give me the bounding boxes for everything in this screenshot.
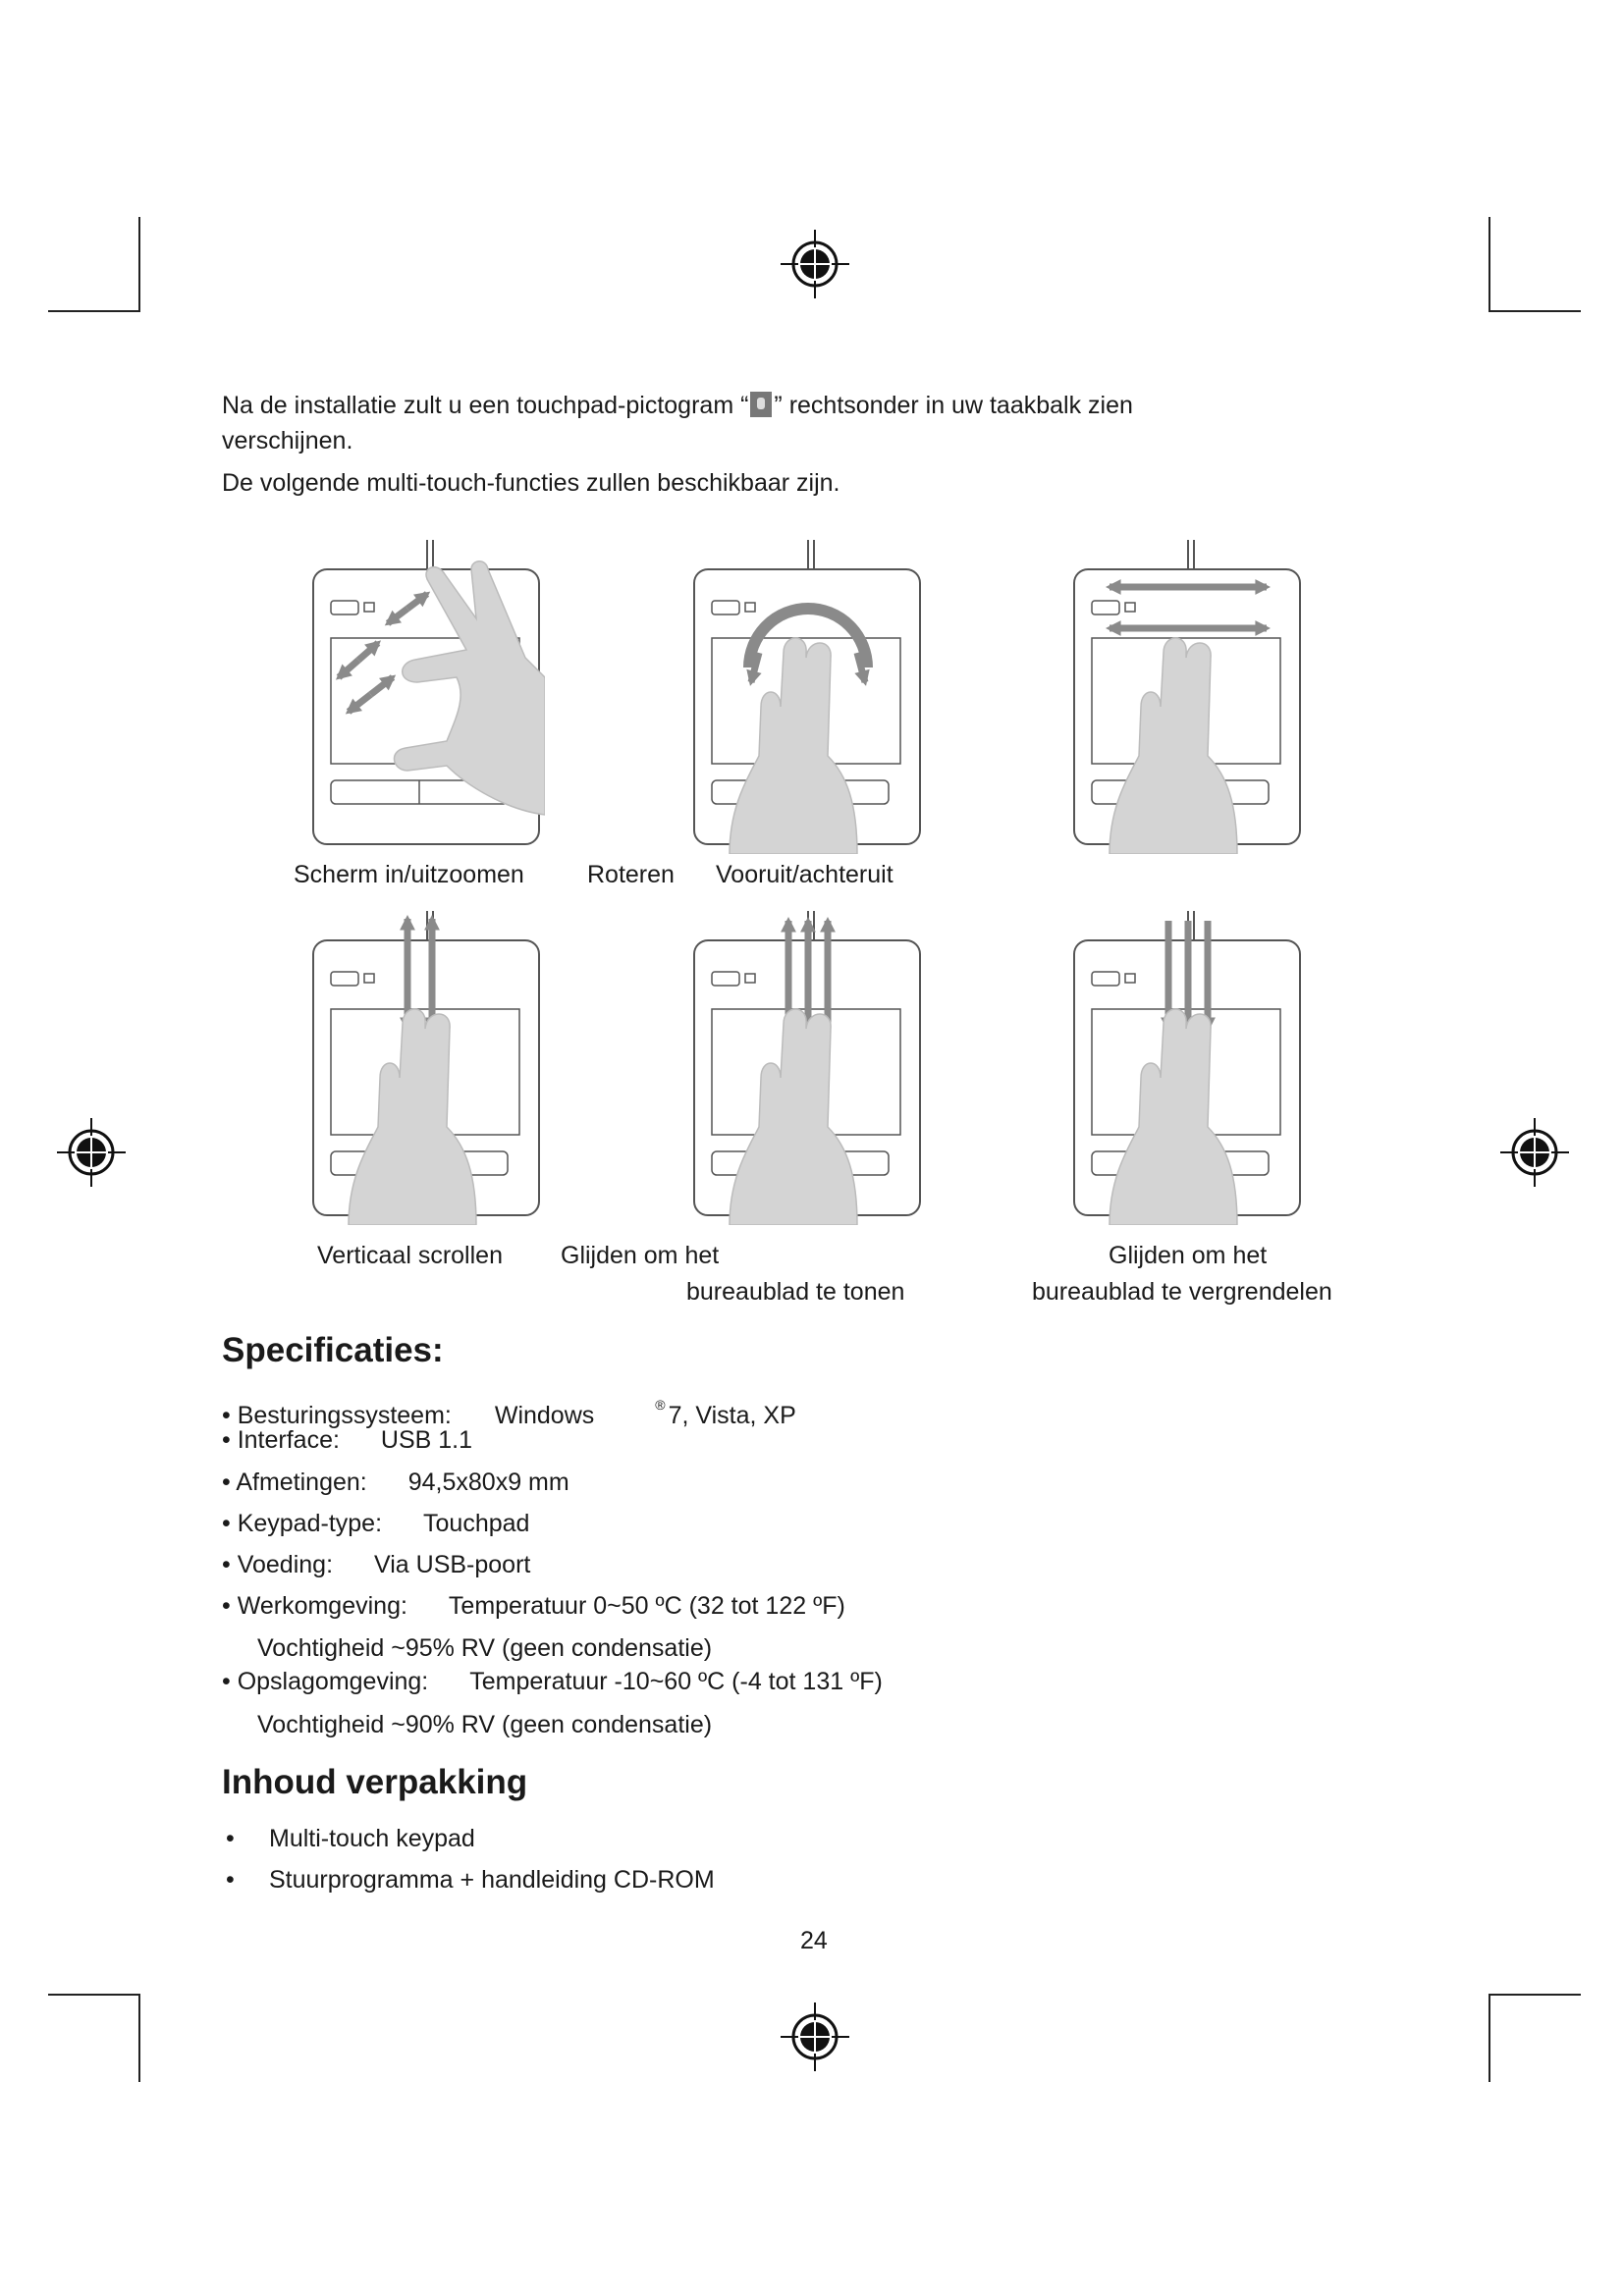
zoom-gesture-illustration <box>309 540 545 854</box>
rotate-gesture-illustration <box>690 540 926 854</box>
crop-mark-bottom-right <box>1489 1994 1581 1996</box>
caption-rotate: Roteren <box>587 861 675 888</box>
spec-value: Temperatuur 0~50 ºC (32 tot 122 ºF) <box>448 1592 845 1620</box>
spec-storage <box>222 1667 883 1696</box>
spec-interface <box>222 1425 472 1455</box>
caption-vertical-scroll: Verticaal scrollen <box>317 1242 503 1269</box>
spec-value: Touchpad <box>423 1510 530 1537</box>
crop-mark-top-left <box>138 217 140 312</box>
intro-line-3: De volgende multi-touch-functies zullen beschikbaar zijn. <box>222 469 840 497</box>
spec-label: • Opslagomgeving: <box>222 1668 429 1695</box>
package-item-label: Multi-touch keypad <box>269 1825 475 1852</box>
package-item <box>226 1865 715 1895</box>
caption-lock-desktop: Glijden om het <box>1109 1242 1268 1269</box>
spec-label: • Besturingssysteem: <box>222 1402 452 1429</box>
show-desktop-gesture-illustration <box>690 911 926 1225</box>
caption-show-desktop: Glijden om het <box>561 1242 720 1269</box>
spec-dimensions <box>222 1468 569 1497</box>
spec-label: • Keypad-type: <box>222 1510 383 1537</box>
spec-value: Windows <box>494 1402 595 1429</box>
registration-mark-icon <box>781 2002 849 2071</box>
spec-label: • Werkomgeving: <box>222 1592 407 1620</box>
spec-label: • Voeding: <box>222 1551 334 1578</box>
crop-mark-top-left <box>48 310 140 312</box>
spec-power <box>222 1550 530 1579</box>
crop-mark-top-right <box>1489 217 1490 312</box>
intro-line-1 <box>222 391 1133 420</box>
spec-value: USB 1.1 <box>380 1426 473 1454</box>
spec-operating-humidity: Vochtigheid ~95% RV (geen condensatie) <box>257 1634 713 1662</box>
caption-zoom: Scherm in/uitzoomen <box>294 861 524 888</box>
specs-heading: Specificaties: <box>222 1331 444 1369</box>
registration-mark-icon <box>781 230 849 298</box>
page-number: 24 <box>800 1927 828 1954</box>
spec-keypad <box>222 1509 529 1538</box>
lock-desktop-gesture-illustration <box>1070 911 1306 1225</box>
intro-text: ” rechtsonder in uw taakbalk zien <box>774 392 1133 419</box>
spec-value: Temperatuur -10~60 ºC (-4 tot 131 ºF) <box>469 1668 883 1695</box>
spec-operating <box>222 1591 845 1621</box>
registration-mark-icon <box>1500 1118 1569 1187</box>
vertical-scroll-gesture-illustration <box>309 911 545 1225</box>
touchpad-tray-icon <box>750 392 772 417</box>
spec-value: 7, Vista, XP <box>668 1402 796 1429</box>
spec-value: Via USB-poort <box>374 1551 531 1578</box>
spec-label: • Afmetingen: <box>222 1468 367 1496</box>
intro-text: Na de installatie zult u een touchpad-pictogram “ <box>222 392 749 419</box>
spec-storage-humidity: Vochtigheid ~90% RV (geen condensatie) <box>257 1711 713 1738</box>
spec-label: • Interface: <box>222 1426 340 1454</box>
spec-value: 94,5x80x9 mm <box>407 1468 569 1496</box>
crop-mark-bottom-left <box>138 1994 140 2082</box>
crop-mark-bottom-right <box>1489 1994 1490 2082</box>
registration-mark-icon <box>57 1118 126 1187</box>
bullet: • <box>226 1866 235 1894</box>
caption-forward-back: Vooruit/achteruit <box>716 861 893 888</box>
spec-os <box>222 1390 796 1430</box>
intro-line-2: verschijnen. <box>222 427 353 454</box>
package-heading: Inhoud verpakking <box>222 1763 528 1801</box>
registered-mark: ® <box>655 1397 666 1413</box>
crop-mark-top-right <box>1489 310 1581 312</box>
crop-mark-bottom-left <box>48 1994 140 1996</box>
package-item <box>226 1824 475 1853</box>
caption-lock-desktop: bureaublad te vergrendelen <box>1032 1278 1332 1306</box>
caption-show-desktop: bureaublad te tonen <box>686 1278 905 1306</box>
bullet: • <box>226 1825 235 1852</box>
forward-back-gesture-illustration <box>1070 540 1306 854</box>
package-item-label: Stuurprogramma + handleiding CD-ROM <box>269 1866 715 1894</box>
